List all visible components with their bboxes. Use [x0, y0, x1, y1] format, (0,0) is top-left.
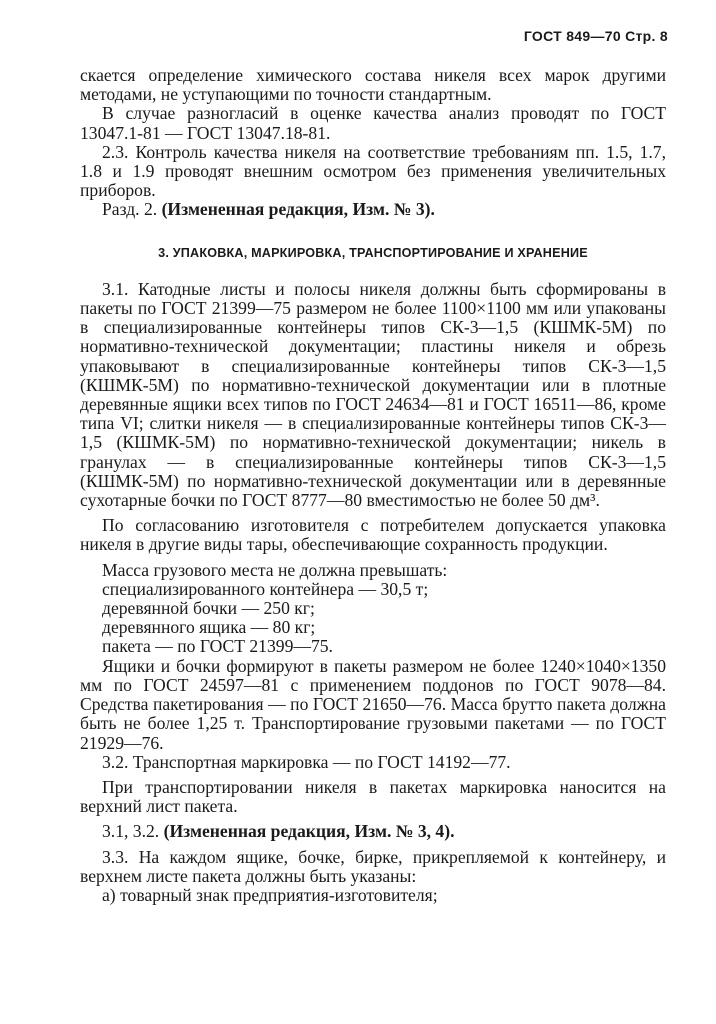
document-body: [80, 66, 666, 905]
paragraph-continuation: скается определение химического состава никеля всех марок другими методами, не уступающими по точности стандартным.: [80, 65, 666, 105]
revision-prefix: Разд. 2.: [102, 199, 158, 220]
paragraph-marking: При транспортировании никеля в пакетах маркировка наносится на верхний лист пакета.: [80, 776, 666, 817]
list-item: деревянного ящика — 80 кг;: [102, 617, 316, 638]
page-header: ГОСТ 849—70 Стр. 8: [523, 28, 668, 44]
paragraph-revision-section-2: [80, 200, 666, 219]
paragraph-item-a: а) товарный знак предприятия-изготовителя;: [102, 884, 438, 905]
list-item: деревянной бочки — 250 кг;: [102, 598, 315, 619]
paragraph-mass-limits: Масса грузового места не должна превышать:: [102, 559, 448, 580]
section-title: 3. УПАКОВКА, МАРКИРОВКА, ТРАНСПОРТИРОВАНИЕ И ХРАНЕНИЕ: [158, 245, 588, 260]
revision-note: (Измененная редакция, Изм. № 3).: [161, 199, 435, 220]
revision-prefix: 3.1, 3.2.: [102, 821, 160, 842]
list-item: специализированного контейнера — 30,5 т;: [102, 578, 429, 599]
list-item: пакета — по ГОСТ 21399—75.: [102, 636, 333, 657]
paragraph-revision-3-1-3-2: [80, 822, 666, 841]
paragraph-agreement: По согласованию изготовителя с потребителем допускается упаковка никеля в другие виды тары, обеспечивающие сохранность продукции.: [80, 515, 666, 555]
paragraph-packaging: Ящики и бочки формируют в пакеты размером не более 1240×1040×1350 мм по ГОСТ 24597—81 с применением поддонов по ГОСТ 9078—84. Средства пакетирования — по ГОСТ 21650—76. Масса брутто пакета должна быть не более 1,25 т. Транспортирование грузовыми пакетами — по ГОСТ 21929—76.: [80, 655, 666, 753]
paragraph-disagreement: В случае разногласий в оценке качества анализ проводят по ГОСТ 13047.1-81 — ГОСТ 13047.18-81.: [80, 103, 666, 143]
revision-note: (Измененная редакция, Изм. № 3, 4).: [163, 821, 455, 842]
paragraph-3-2: 3.2. Транспортная маркировка — по ГОСТ 14192—77.: [102, 751, 511, 772]
paragraph-2-3: 2.3. Контроль качества никеля на соответствие требованиям пп. 1.5, 1.7, 1.8 и 1.9 проводят внешним осмотром без применения увеличительных приборов.: [80, 141, 666, 201]
paragraph-3-1: 3.1. Катодные листы и полосы никеля должны быть сформированы в пакеты по ГОСТ 21399—75 размером не более 1100×1100 мм или упакованы в специализированные контейнеры типов СК-3—1,5 (КШМК-5М) по нормативно-технической документации; пластины никеля и обрезь упаковывают в специализированные контейнеры типов СК-3—1,5 (КШМК-5М) по нормативно-технической документации или в плотные деревянные ящики всех типов по ГОСТ 24634—81 и ГОСТ 16511—86, кроме типа VI; слитки никеля — в специализированные контейнеры типов СК-3—1,5 (КШМК-5М) по нормативно-технической документации; никель в гранулах — в специализированные контейнеры типов СК-3—1,5 (КШМК-5М) по нормативно-технической документации или в деревянные сухотарные бочки по ГОСТ 8777—80 вместимостью не более 50 дм³.: [80, 278, 666, 511]
paragraph-3-3: 3.3. На каждом ящике, бочке, бирке, прикрепляемой к контейнеру, и верхнем листе пакета должны быть указаны:: [80, 846, 666, 886]
